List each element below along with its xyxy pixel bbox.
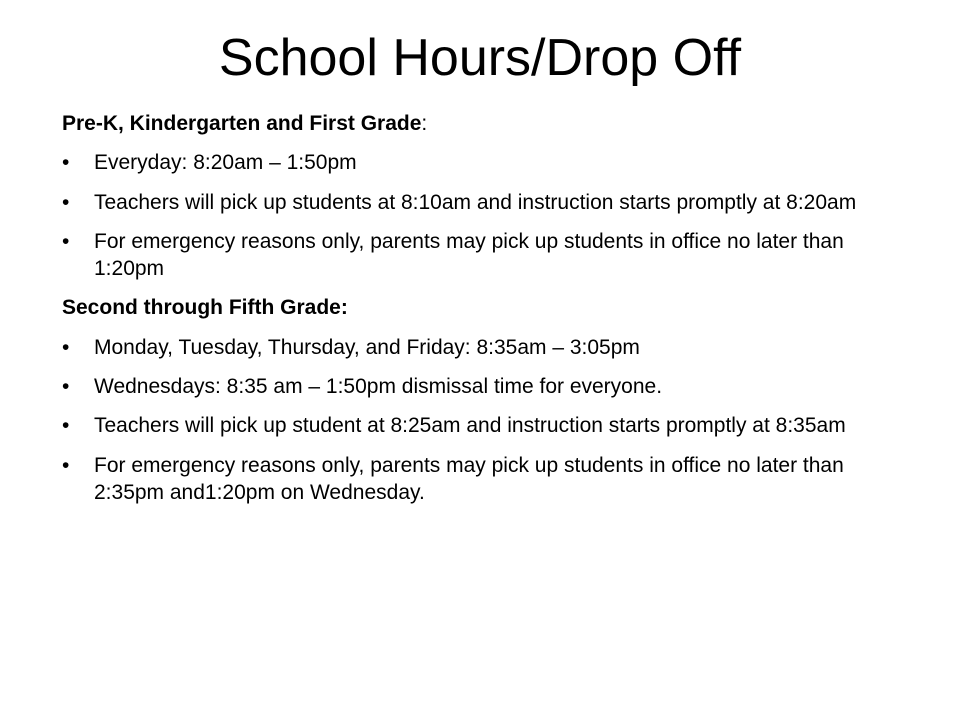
section-heading-prek-first (62, 110, 912, 137)
section-heading-second-fifth: Second through Fifth Grade: (62, 296, 348, 320)
list-item (62, 334, 912, 361)
slide-body (62, 110, 912, 518)
bullet-icon: • (62, 151, 70, 175)
section-heading-text: Pre-K, Kindergarten and First Grade (62, 112, 422, 135)
list-item-text: Monday, Tuesday, Thursday, and Friday: 8:35am – 3:05pm (94, 335, 640, 359)
section-heading-colon: : (421, 112, 428, 135)
page-title: School Hours/Drop Off (218, 29, 742, 87)
bullet-icon: • (62, 335, 70, 359)
list-item (62, 149, 912, 176)
list-item (62, 189, 912, 216)
list-item-text: Teachers will pick up student at 8:25am and instruction starts promptly at 8:35am (94, 414, 846, 438)
bullet-list-second-fifth (62, 334, 912, 506)
list-item (62, 452, 912, 507)
list-item-text: For emergency reasons only, parents may pick up students in office no later than 2:35pm and1:20pm on Wednesday. (94, 453, 844, 504)
list-item (62, 373, 912, 400)
list-item-text: Wednesdays: 8:35 am – 1:50pm dismissal time for everyone. (94, 375, 663, 399)
bullet-icon: • (62, 453, 70, 477)
list-item-text: For emergency reasons only, parents may pick up students in office no later than 1:20pm (94, 229, 844, 281)
bullet-icon: • (62, 414, 70, 438)
list-item-text: Everyday: 8:20am – 1:50pm (94, 151, 357, 175)
bullet-icon: • (62, 190, 70, 214)
bullet-list-prek-first (62, 149, 912, 282)
bullet-icon: • (62, 375, 70, 399)
list-item (62, 228, 912, 283)
list-item (62, 412, 912, 439)
list-item-text: Teachers will pick up students at 8:10am and instruction starts promptly at 8:20am (94, 190, 857, 214)
bullet-icon: • (62, 229, 70, 253)
